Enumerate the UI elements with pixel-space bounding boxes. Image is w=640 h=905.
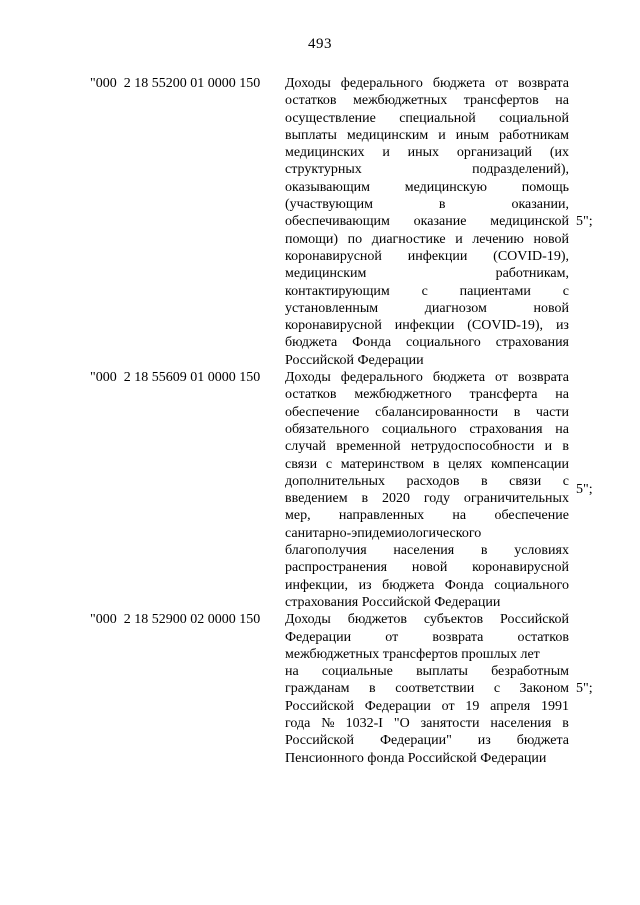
description-line: введением в 2020 году ограничительных: [285, 491, 569, 507]
description-line: на социальные выплаты безработным: [285, 664, 569, 680]
description-line: обеспечение сбалансированности в части: [285, 404, 569, 420]
description-line: медицинских и иных организаций (их: [285, 145, 569, 161]
description-line: контактирующим с пациентами с: [285, 283, 569, 299]
description-line: Российской Федерации от 19 апреля 1991: [285, 698, 569, 714]
description-line: благополучия населения в условиях: [285, 543, 569, 559]
description-line: Пенсионного фонда Российской Федерации: [285, 750, 547, 766]
budget-entry-1: [90, 75, 610, 369]
description-line: помощи) по диагностике и лечению новой: [285, 231, 569, 247]
budget-code-list: [90, 75, 610, 767]
description-line: случай временной нетрудоспособности и в: [285, 439, 569, 455]
budget-code: "000 2 18 55609 01 0000 150: [90, 370, 261, 386]
budget-entry-2: [90, 369, 610, 611]
page-number: 493: [308, 36, 332, 52]
description-line: Доходы федерального бюджета от возврата: [285, 76, 569, 91]
entry-description: [285, 75, 569, 369]
entry-rate: 5";: [576, 482, 593, 498]
description-line: страхования Российской Федерации: [285, 594, 501, 610]
entry-rate: 5";: [576, 214, 593, 230]
description-line: распространения новой коронавирусной: [285, 560, 569, 576]
description-line: осуществление специальной социальной: [285, 110, 569, 126]
description-line: межбюджетных трансфертов прошлых лет: [285, 646, 540, 662]
entry-rate: 5";: [576, 681, 593, 697]
description-line: обязательного социального страхования на: [285, 421, 569, 437]
description-line: коронавирусной инфекции (COVID-19),: [285, 248, 569, 264]
entry-description: [285, 611, 569, 767]
description-line: Российской Федерации: [285, 352, 424, 368]
description-line: связи с материнством в целях компенсации: [285, 456, 569, 472]
description-line: остатков межбюджетных трансфертов на: [285, 93, 569, 109]
description-line: года № 1032-I "О занятости населения в: [285, 715, 569, 731]
budget-code: "000 2 18 55200 01 0000 150: [90, 76, 261, 91]
description-line: обеспечивающим оказание медицинской: [285, 214, 569, 230]
description-line: бюджета Фонда социального страхования: [285, 335, 569, 351]
budget-entry-3: [90, 611, 610, 767]
budget-code: "000 2 18 52900 02 0000 150: [90, 612, 261, 628]
description-line: дополнительных расходов в связи с: [285, 473, 569, 489]
entry-description: [285, 369, 569, 611]
description-line: остатков межбюджетного трансферта на: [285, 387, 569, 403]
description-line: Российской Федерации" из бюджета: [285, 733, 569, 749]
description-line: Доходы федерального бюджета от возврата: [285, 370, 569, 386]
description-line: санитарно-эпидемиологического: [285, 525, 482, 541]
description-line: Федерации от возврата остатков: [285, 629, 569, 645]
description-line: установленным диагнозом новой: [285, 300, 569, 316]
description-line: оказывающим медицинскую помощь: [285, 179, 569, 195]
description-line: инфекции, из бюджета Фонда социального: [285, 577, 569, 593]
description-line: коронавирусной инфекции (COVID-19), из: [285, 318, 569, 334]
description-line: гражданам в соответствии с Законом: [285, 681, 569, 697]
description-line: (участвующим в оказании,: [285, 197, 569, 213]
description-line: Доходы бюджетов субъектов Российской: [285, 612, 569, 628]
description-line: структурных подразделений),: [285, 162, 569, 178]
description-line: мер, направленных на обеспечение: [285, 508, 569, 524]
description-line: медицинским работникам,: [285, 266, 569, 282]
description-line: выплаты медицинским и иным работникам: [285, 127, 569, 143]
